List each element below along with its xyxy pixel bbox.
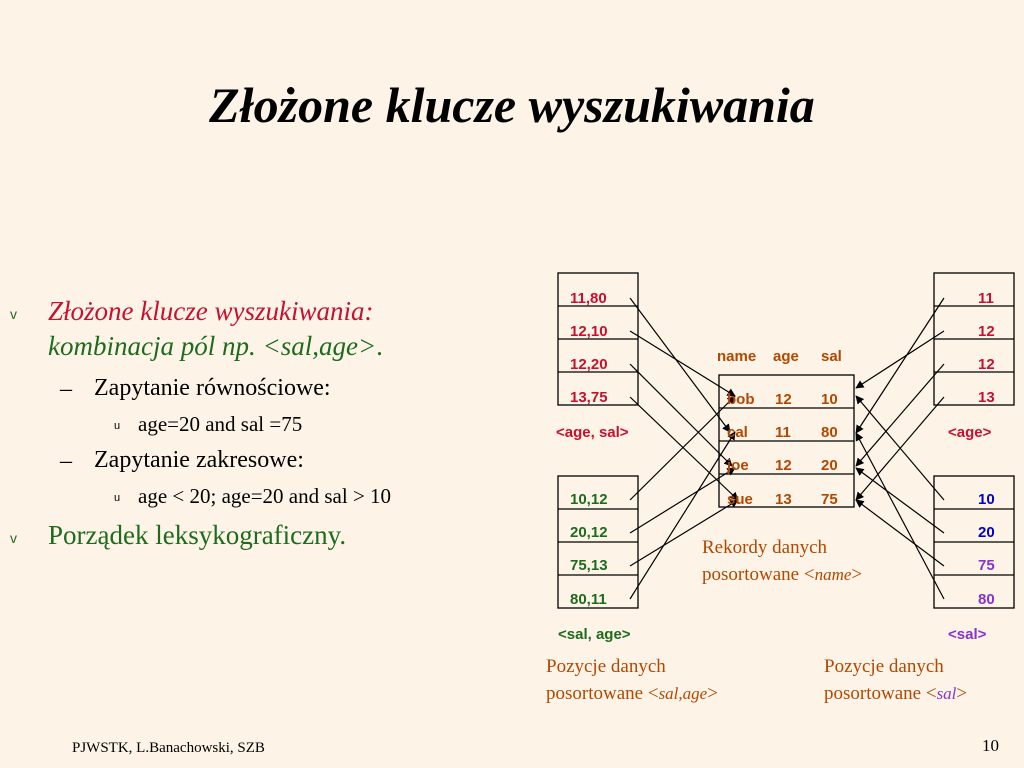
sal-age-entry: 10,12: [570, 491, 608, 508]
sal-pointer-arrows: [856, 396, 944, 599]
records-header-sal: sal: [821, 348, 842, 365]
record-sal: 80: [821, 424, 838, 441]
bullet-1-end: .: [376, 331, 383, 361]
sub-bullet-1-dash: –: [60, 376, 72, 402]
record-sal: 10: [821, 391, 838, 408]
bullet-marker: v: [10, 306, 17, 322]
age-entry: 12: [978, 323, 995, 340]
age-sal-entry: 12,10: [570, 323, 608, 340]
sal-age-entry: 75,13: [570, 557, 608, 574]
left-caption-end: >: [707, 683, 718, 704]
records-caption-text: posortowane <: [702, 564, 815, 585]
record-age: 11: [775, 424, 791, 441]
record-name: joe: [727, 457, 749, 474]
age-index-label: <age>: [948, 424, 992, 441]
record-name: bob: [727, 391, 755, 408]
sal-entry: 75: [978, 557, 995, 574]
slide-title: Złożone klucze wyszukiwania: [209, 77, 815, 133]
sub-sub-marker-2: u: [114, 492, 121, 504]
age-sal-entry: 12,20: [570, 356, 608, 373]
age-entry: 12: [978, 356, 995, 373]
records-caption-end: >: [851, 564, 863, 585]
left-caption-key: sal,age: [658, 684, 708, 703]
record-age: 12: [775, 457, 792, 474]
right-caption-line2: [824, 683, 967, 705]
sal-age-entry: 80,11: [570, 591, 607, 608]
age-sal-entry: 13,75: [570, 389, 608, 406]
sal-entry: 80: [978, 591, 995, 608]
bullet-marker-2: v: [10, 530, 17, 546]
right-caption-key: sal: [936, 684, 957, 703]
right-caption-text: posortowane <: [824, 683, 937, 704]
record-sal: 75: [821, 491, 838, 508]
sub-bullet-2-dash: –: [60, 448, 72, 474]
record-name: sue: [727, 491, 753, 508]
bullet-1-italic: kombinacja pól np.: [48, 331, 256, 361]
sal-index-label: <sal>: [948, 626, 987, 643]
right-caption-line1: Pozycje danych: [824, 656, 944, 677]
sub-bullet-1: Zapytanie równościowe:: [94, 375, 331, 401]
page-number: 10: [982, 736, 999, 755]
bullet-1-line1: Złożone klucze wyszukiwania:: [48, 296, 374, 326]
age-entry: 11: [978, 290, 994, 307]
left-caption-line1: Pozycje danych: [546, 656, 666, 677]
sub-bullet-2: Zapytanie zakresowe:: [94, 447, 304, 473]
bullet-1-key: <sal,age>: [255, 331, 377, 361]
bullet-2: Porządek leksykograficzny.: [48, 520, 347, 550]
left-caption-text: posortowane <: [546, 683, 659, 704]
record-sal: 20: [821, 457, 838, 474]
age-sal-pointer-arrows: [630, 298, 738, 500]
age-pointer-arrows: [856, 298, 944, 500]
sal-entry: 20: [978, 524, 995, 541]
sub-bullet-2-example: age < 20; age=20 and sal > 10: [138, 484, 392, 508]
age-sal-entry: 11,80: [570, 290, 607, 307]
records-caption-key: name: [814, 565, 852, 584]
sub-sub-marker-1: u: [114, 420, 121, 432]
sub-bullet-1-example: age=20 and sal =75: [138, 412, 303, 436]
record-age: 12: [775, 391, 792, 408]
record-name: cal: [727, 424, 748, 441]
age-sal-index-label: <age, sal>: [556, 424, 629, 441]
age-entry: 13: [978, 389, 995, 406]
records-header-age: age: [773, 348, 799, 365]
sal-age-entry: 20,12: [570, 524, 608, 541]
record-age: 13: [775, 491, 792, 508]
records-caption-line2: [702, 564, 862, 586]
sal-age-index-label: <sal, age>: [558, 626, 631, 643]
right-caption-end: >: [956, 683, 968, 704]
sal-entry: 10: [978, 491, 995, 508]
footer-author: PJWSTK, L.Banachowski, SZB: [72, 740, 265, 756]
records-caption-line1: Rekordy danych: [702, 537, 828, 558]
records-header-name: name: [717, 348, 757, 365]
left-caption-line2: [546, 683, 718, 705]
